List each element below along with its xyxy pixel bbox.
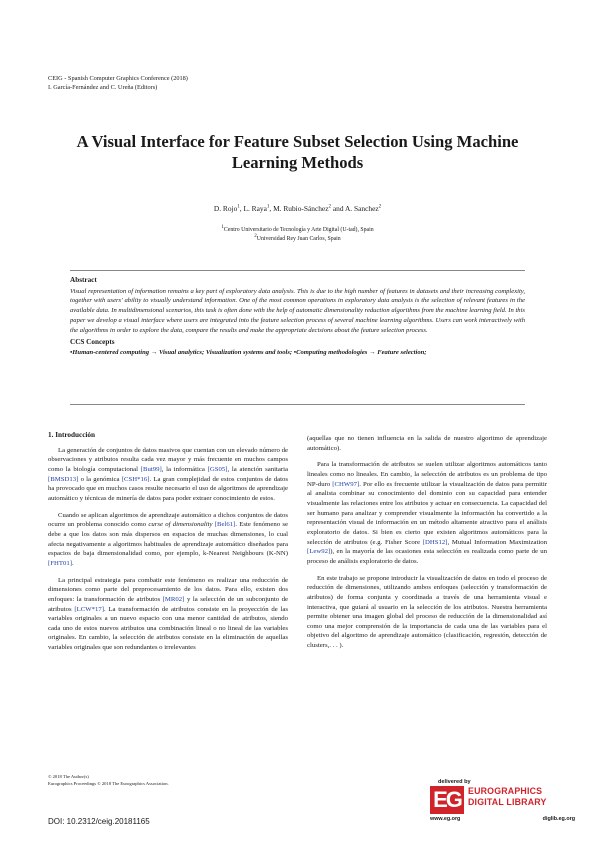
title-line-1: A Visual Interface for Feature Subset Selection Using Machine xyxy=(76,132,519,151)
citation-link[interactable]: [Lew92] xyxy=(307,548,331,556)
affiliation-text: Universidad Rey Juan Carlos, Spain xyxy=(256,236,341,242)
paragraph xyxy=(48,446,288,504)
paper-title xyxy=(40,131,555,173)
affil-mark: 1 xyxy=(237,204,240,210)
citation-link[interactable]: [Bel61] xyxy=(214,521,236,529)
editors-line: I. García-Fernández and C. Ureña (Editors) xyxy=(48,84,158,91)
separator: and xyxy=(331,204,345,213)
affil-mark: 1 xyxy=(221,225,224,231)
text-run: . xyxy=(72,559,74,567)
paragraph xyxy=(48,511,288,569)
text-run: . Por ello es frecuente utilizar la visualización de datos para permitir al analista combinar su conocimiento del dominio con su capacidad para entender visualmente las relaciones entre los atributos y actuar en consecuencia. La capacidad del ser humano para analizar y comprender visualmente la información ha convertido a la representación visual de información en un método altamente atractivo para el análisis exploratorio de datos. Si bien es cierto que existen algoritmos automáticos para la selección de atributos (e.g. Fisher Score xyxy=(307,480,548,546)
affil-mark: 2 xyxy=(328,204,331,210)
citation-link[interactable]: [CSH*16] xyxy=(121,475,150,483)
section-heading: 1. Introducción xyxy=(48,431,95,439)
abstract-top-rule xyxy=(70,270,525,271)
text-run: , la atención sanitaria xyxy=(227,465,288,473)
paragraph xyxy=(48,576,288,653)
abstract-block xyxy=(70,276,525,358)
eg-url-link[interactable]: www.eg.org xyxy=(430,816,461,822)
affiliation-2 xyxy=(0,235,595,244)
text-run: . Este fenómeno se debe a que los datos son más dispersos en espacios de muchas dimensiones, lo cual afecta negativamente a algoritmos habituales de aprendizaje automático diseñados para espacios de baja dimensionalidad como, por ejemplo, k-Nearest Neighbours (K-NN) xyxy=(48,521,289,558)
ccs-concepts: •Human-centered computing → Visual analytics; Visualization systems and tools; •Computing methodologies → Feature selection; xyxy=(70,348,427,356)
text-run: ), en la mayoría de las ocasiones esta selección es realizada como parte de un proceso de análisis exploratorio de datos. xyxy=(307,548,547,565)
text-run: La generación de conjuntos de datos masivos que cuentan con un elevado número de observaciones y atributos resulta cada vez mayor y más frecuente en muchos campos como la biología computacional xyxy=(48,446,288,473)
running-header xyxy=(48,74,188,92)
doi-label[interactable]: DOI: 10.2312/ceig.20181165 xyxy=(48,817,150,826)
diglib-url-link[interactable]: diglib.eg.org xyxy=(542,816,575,822)
author-name: A. Sanchez xyxy=(344,204,379,213)
author-name: M. Rubio-Sánchez xyxy=(273,204,329,213)
paragraph: (aquellas que no tienen influencia en la salida de nuestro algoritmo de aprendizaje automático). xyxy=(307,435,547,452)
abstract-text: Visual representation of information remains a key part of exploratory data analysis. This is due to the high number of features in datasets and their increasing complexity, together with users' ability to visually understand information. One of the most common operations in exploratory data analysis is the selection of relevant features in the available data. In multidimensional scenarios, this task is often done with the help of automatic dimensionality reduction algorithms from the machine learning field. In this paper we develop a visual interface where users are integrated into the feature selection process of several machine learning algorithms. Users can work interactively with the algorithms in order to explore the data, compare the results and make the appropriate decisions about the feature selection process. xyxy=(70,287,525,334)
paragraph: En este trabajo se propone introducir la visualización de datos en todo el proceso de reducción de dimensiones, utilizando ambos enfoques (selección y transformación de atributos) de forma conjunta y coordinada a través de una herramienta visual e interactiva, que guiará al usuario en la selección de los atributos. Nuestra herramienta permite obtener una imagen global del proceso de reducción de la dimensionalidad así como una mejor comprensión de la importancia de cada una de las variables para el objetivo del algoritmo de aprendizaje automático (clasificación, regresión, detección de clusters,. . . ). xyxy=(307,574,547,650)
left-column xyxy=(48,431,288,660)
text-run: . La transformación de atributos consiste en la proyección de las variables originales a un nuevo espacio con una menor cantidad de atributos, siendo cada uno de estos nuevos atributos una combinación lineal o no lineal de las variables originales. En cambio, la selección de atributos consiste en la eliminación de aquellas variables originales que son redundantes o irrelevantes xyxy=(48,605,288,652)
title-line-2: Learning Methods xyxy=(231,153,364,172)
eg-library-name xyxy=(468,786,547,807)
citation-link[interactable]: [MR02] xyxy=(162,595,185,603)
separator: , xyxy=(239,204,244,213)
affil-mark: 2 xyxy=(378,204,382,210)
text-run: , Mutual Information Maximization xyxy=(447,538,547,546)
right-column xyxy=(307,434,547,658)
author-list xyxy=(0,204,595,213)
ccs-heading: CCS Concepts xyxy=(70,338,115,347)
text-run: , la informática xyxy=(161,465,208,473)
text-run: Cuando se aplican algoritmos de aprendizaje automático a dichos conjuntos de datos ocurre un problema conocido como xyxy=(48,511,288,529)
conference-name: CEIG - Spanish Computer Graphics Conference (2018) xyxy=(48,75,188,82)
copyright-line-2: Eurographics Proceedings © 2018 The Eurographics Association. xyxy=(48,781,169,786)
affiliations xyxy=(0,226,595,244)
affiliation-1 xyxy=(0,226,595,235)
delivered-by-label: delivered by xyxy=(438,779,471,785)
author-name: D. Rojo xyxy=(213,204,238,213)
citation-link[interactable]: [CHW97] xyxy=(332,480,360,488)
citation-link[interactable]: [LCW*17] xyxy=(74,605,104,613)
paragraph xyxy=(307,460,547,566)
text-run: y la selección de un subconjunto de atributos xyxy=(48,595,289,613)
affil-mark: 2 xyxy=(254,234,257,240)
affiliation-text: Centro Universitario de Tecnología y Arte Digital (U-tad), Spain xyxy=(223,227,374,233)
eg-logo-icon: EG xyxy=(430,786,464,814)
copyright-line-1: © 2018 The Author(s) xyxy=(48,774,89,779)
eg-name-line-2: DIGITAL LIBRARY xyxy=(468,796,547,807)
citation-link[interactable]: [BMSD13] xyxy=(48,475,79,483)
separator: , xyxy=(269,204,274,213)
text-run: La principal estrategia para combatir este fenómeno es realizar una reducción de dimensiones como parte del preprocesamiento de los datos. Para ello, existen dos enfoques: la transformación de atributos xyxy=(48,576,288,603)
citation-link[interactable]: [GS05] xyxy=(207,465,228,473)
eg-urls xyxy=(430,816,575,822)
text-run: o la genómica xyxy=(78,475,122,483)
abstract-bottom-rule xyxy=(70,404,525,405)
text-run: . La gran complejidad de estos conjuntos de datos ha provocado que en muchos casos resulte necesario el uso de algoritmos de aprendizaje automático y técnicas de minería de datos para poder extraer conocimiento de estos. xyxy=(48,475,288,502)
text-run: Para la transformación de atributos se suelen utilizar algoritmos automáticos tanto lineales como no lineales. En cambio, la selección de atributos es un problema de tipo NP-duro xyxy=(307,461,547,488)
citation-link[interactable]: [But99] xyxy=(140,465,162,473)
citation-link[interactable]: [DHS12] xyxy=(422,538,448,546)
eurographics-digital-library-logo[interactable] xyxy=(430,779,575,825)
affil-mark: 1 xyxy=(266,204,270,210)
citation-link[interactable]: [FHT01] xyxy=(48,559,72,567)
copyright-footer xyxy=(48,773,169,787)
eg-name-line-1: EUROGRAPHICS xyxy=(468,786,543,796)
author-name: L. Raya xyxy=(243,204,267,213)
emphasis: curse of dimensionality xyxy=(148,521,213,529)
abstract-heading: Abstract xyxy=(70,276,97,284)
